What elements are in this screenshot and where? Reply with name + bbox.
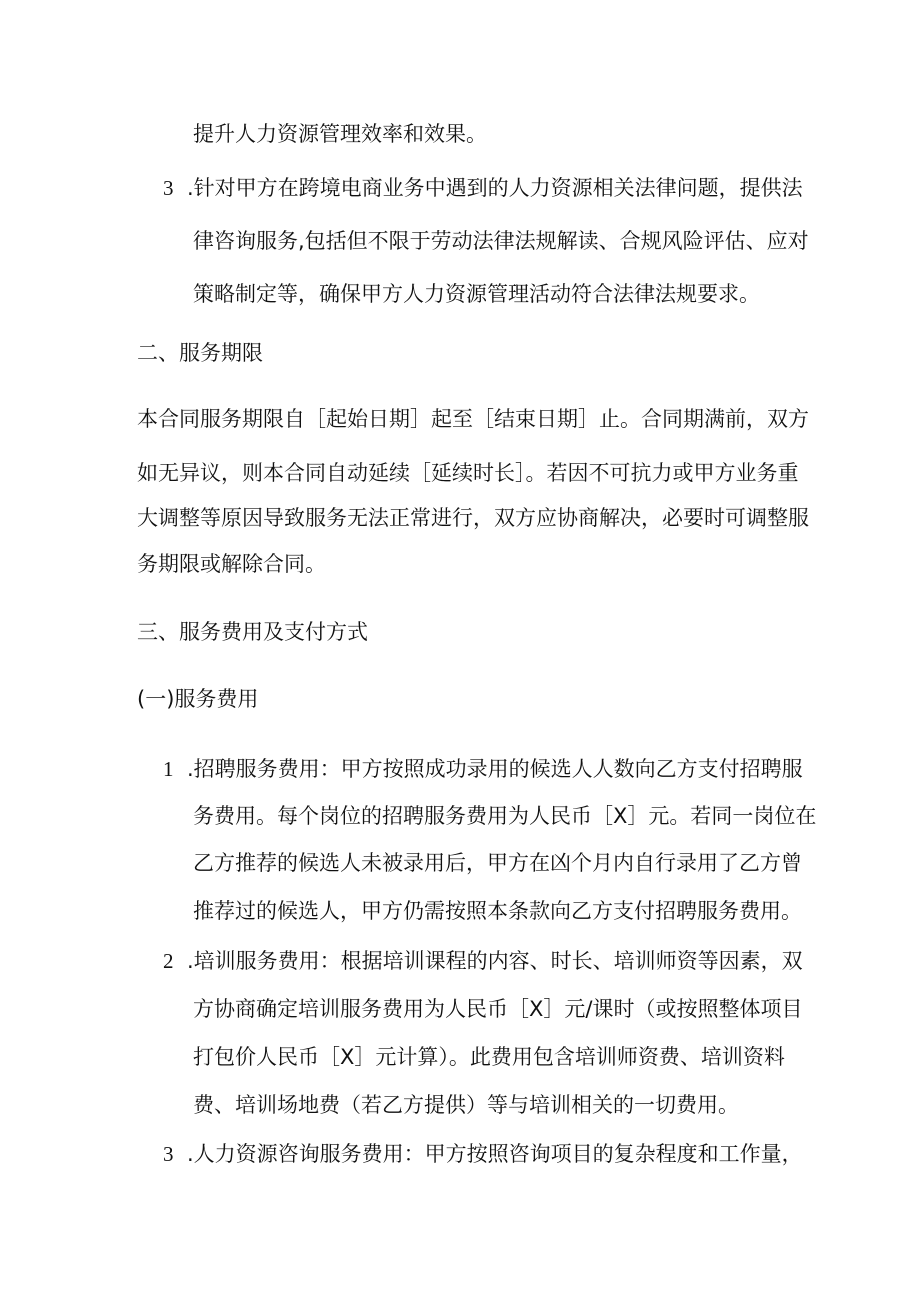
list-item-line: 律咨询服务,包括但不限于劳动法律法规解读、合规风险评估、应对 xyxy=(193,229,809,253)
list-item-line: 务费用。每个岗位的招聘服务费用为人民币［X］元。若同一岗位在 xyxy=(193,804,817,828)
sub-heading: (一)服务费用 xyxy=(137,687,259,711)
list-item-line: .针对甲方在跨境电商业务中遇到的人力资源相关法律问题，提供法 xyxy=(187,176,803,200)
list-item-line: 费、培训场地费（若乙方提供）等与培训相关的一切费用。 xyxy=(193,1093,739,1117)
paragraph-line: 如无异议，则本合同自动延续［延续时长］。若因不可抗力或甲方业务重 xyxy=(137,461,799,485)
list-item-line: 打包价人民币［X］元计算）。此费用包含培训师资费、培训资料 xyxy=(193,1045,785,1069)
list-item-line: 方协商确定培训服务费用为人民币［X］元/课时（或按照整体项目 xyxy=(193,997,803,1021)
list-item-line: .招聘服务费用：甲方按照成功录用的候选人人数向乙方支付招聘服 xyxy=(187,757,803,781)
list-number: 3 xyxy=(163,1142,174,1166)
list-item-line: .培训服务费用：根据培训课程的内容、时长、培训师资等因素，双 xyxy=(187,949,803,973)
section-heading: 二、服务期限 xyxy=(137,341,263,365)
list-number: 3 xyxy=(163,176,174,200)
list-number: 2 xyxy=(163,949,174,973)
list-number: 1 xyxy=(163,757,174,781)
paragraph-line: 务期限或解除合同。 xyxy=(137,552,326,576)
list-item-line: 推荐过的候选人，甲方仍需按照本条款向乙方支付招聘服务费用。 xyxy=(193,899,802,923)
list-item-line: 策略制定等，确保甲方人力资源管理活动符合法律法规要求。 xyxy=(193,282,760,306)
paragraph-line: 本合同服务期限自［起始日期］起至［结束日期］止。合同期满前，双方 xyxy=(137,407,809,431)
list-item-line: 乙方推荐的候选人未被录用后，甲方在凶个月内自行录用了乙方曾 xyxy=(193,851,802,875)
section-heading: 三、服务费用及支付方式 xyxy=(137,620,368,644)
list-item-line: .人力资源咨询服务费用：甲方按照咨询项目的复杂程度和工作量， xyxy=(187,1142,803,1166)
continued-text-line: 提升人力资源管理效率和效果。 xyxy=(193,122,487,146)
paragraph-line: 大调整等原因导致服务无法正常进行，双方应协商解决，必要时可调整服 xyxy=(137,506,809,530)
